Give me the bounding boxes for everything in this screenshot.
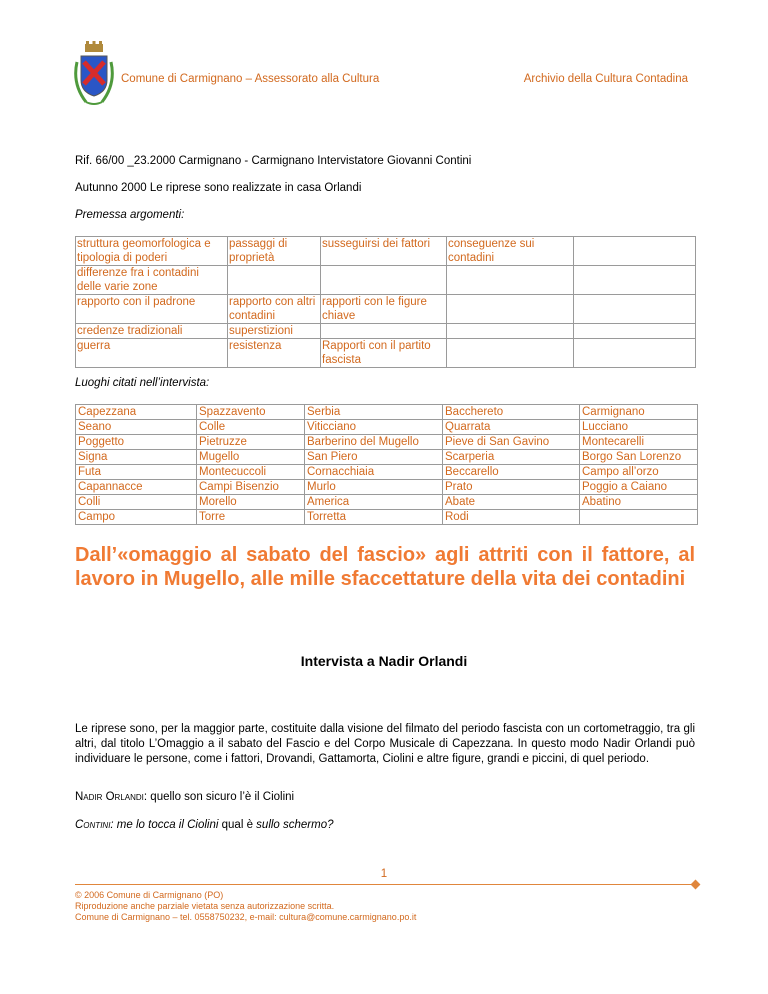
footer-divider [75,884,695,885]
table-cell: Scarperia [443,450,580,465]
table-cell [574,266,696,295]
table-cell: susseguirsi dei fattori [321,237,447,266]
interview-subtitle: Intervista a Nadir Orlandi [300,653,468,669]
table-row [76,420,698,435]
table-cell: Spazzavento [197,405,305,420]
speaker-name: Contini [75,819,111,831]
table-cell [574,295,696,324]
table-cell: Abate [443,495,580,510]
table-cell: Torre [197,510,305,525]
table-cell: Beccarello [443,465,580,480]
table-cell: resistenza [228,339,321,368]
table-row [76,435,698,450]
table-cell: San Piero [305,450,443,465]
table-cell [574,237,696,266]
diamond-icon [691,880,701,890]
table-row [76,324,696,339]
places-table [75,404,698,525]
table-cell: Futa [76,465,197,480]
date-line: Autunno 2000 Le riprese sono realizzate in casa Orlandi [75,182,362,194]
table-cell: Seano [76,420,197,435]
table-cell [580,510,698,525]
table-cell: rapporti con le figure chiave [321,295,447,324]
table-cell: Rodi [443,510,580,525]
table-cell: Rapporti con il partito fascista [321,339,447,368]
table-cell: Capannacce [76,480,197,495]
table-cell: Capezzana [76,405,197,420]
table-cell [447,295,574,324]
topics-table [75,236,696,368]
table-cell: Campo [76,510,197,525]
table-cell: Morello [197,495,305,510]
table-cell [447,324,574,339]
table-cell [321,324,447,339]
table-cell: Bacchereto [443,405,580,420]
table-cell: Montecuccoli [197,465,305,480]
header-right-text: Archivio della Cultura Contadina [523,73,688,85]
reference-line: Rif. 66/00 _23.2000 Carmignano - Carmignano Intervistatore Giovanni Contini [75,155,472,167]
table-cell: Cornacchiaia [305,465,443,480]
table-row [76,450,698,465]
table-cell: Pietruzze [197,435,305,450]
footer-copyright: © 2006 Comune di Carmignano (PO) [75,890,224,900]
dialogue-line-orlandi [75,791,294,803]
table-cell: Mugello [197,450,305,465]
table-cell: guerra [76,339,228,368]
table-cell: Viticciano [305,420,443,435]
table-cell: Abatino [580,495,698,510]
table-cell [321,266,447,295]
intro-paragraph: Le riprese sono, per la maggior parte, costituite dalla visione del filmato del periodo fascista con un cortometraggio, tra gli altri, dal titolo L’Omaggio a il sabato del Fascio e del Corpo Musicale di Capezzana. In questo modo Nadir Orlandi può individuare le persone, come i fattori, Drovandi, Gattamorta, Ciolini e altre figure, grandi e piccini, di quel periodo. [75,723,695,765]
table-row [76,510,698,525]
dialogue-text: : quello son sicuro l’è il Ciolini [143,791,295,803]
table-cell: Lucciano [580,420,698,435]
table-row [76,266,696,295]
table-cell: Colle [197,420,305,435]
municipal-crest-icon [72,40,116,110]
table-cell: Poggio a Caiano [580,480,698,495]
table-cell: Campo all’orzo [580,465,698,480]
table-cell: Serbia [305,405,443,420]
page-number: 1 [380,868,388,880]
table-cell: rapporto con il padrone [76,295,228,324]
table-row [76,339,696,368]
table-cell: Signa [76,450,197,465]
table-cell [574,339,696,368]
table-cell: struttura geomorfologica e tipologia di poderi [76,237,228,266]
table-row [76,480,698,495]
table-cell: Murlo [305,480,443,495]
table-cell: differenze fra i contadini delle varie zone [76,266,228,295]
table-cell: superstizioni [228,324,321,339]
table-cell: credenze tradizionali [76,324,228,339]
footer-notice: Riproduzione anche parziale vietata senza autorizzazione scritta. [75,901,335,911]
dialogue-text: qual è [218,819,257,831]
header-left-text: Comune di Carmignano – Assessorato alla Cultura [121,73,380,85]
table-cell [447,339,574,368]
table-cell: Barberino del Mugello [305,435,443,450]
table-cell: America [305,495,443,510]
dialogue-text: : me lo tocca il Ciolini [110,819,219,831]
table-row [76,405,698,420]
table-cell: Quarrata [443,420,580,435]
table-cell: Pieve di San Gavino [443,435,580,450]
table-cell: rapporto con altri contadini [228,295,321,324]
table-cell: Borgo San Lorenzo [580,450,698,465]
table-cell: Poggetto [76,435,197,450]
table-cell: conseguenze sui contadini [447,237,574,266]
table-cell [228,266,321,295]
speaker-name: Nadir Orlandi [75,791,144,803]
table-cell [574,324,696,339]
table-cell: passaggi di proprietà [228,237,321,266]
footer [75,890,416,923]
document-title: Dall’«omaggio al sabato del fascio» agli attriti con il fattore, al lavoro in Mugello, alle mille sfaccettature della vita dei contadini [75,544,695,590]
premessa-label: Premessa argomenti: [75,209,185,221]
table-cell: Montecarelli [580,435,698,450]
table-cell [447,266,574,295]
dialogue-text: sullo schermo? [256,819,334,831]
table-row [76,465,698,480]
table-cell: Campi Bisenzio [197,480,305,495]
footer-contact: Comune di Carmignano – tel. 0558750232, e-mail: cultura@comune.carmignano.po.it [75,912,417,922]
table-cell: Colli [76,495,197,510]
luoghi-label: Luoghi citati nell’intervista: [75,377,210,389]
table-row [76,295,696,324]
dialogue-line-contini [75,819,334,831]
table-row [76,237,696,266]
table-cell: Torretta [305,510,443,525]
table-row [76,495,698,510]
table-cell: Carmignano [580,405,698,420]
table-cell: Prato [443,480,580,495]
